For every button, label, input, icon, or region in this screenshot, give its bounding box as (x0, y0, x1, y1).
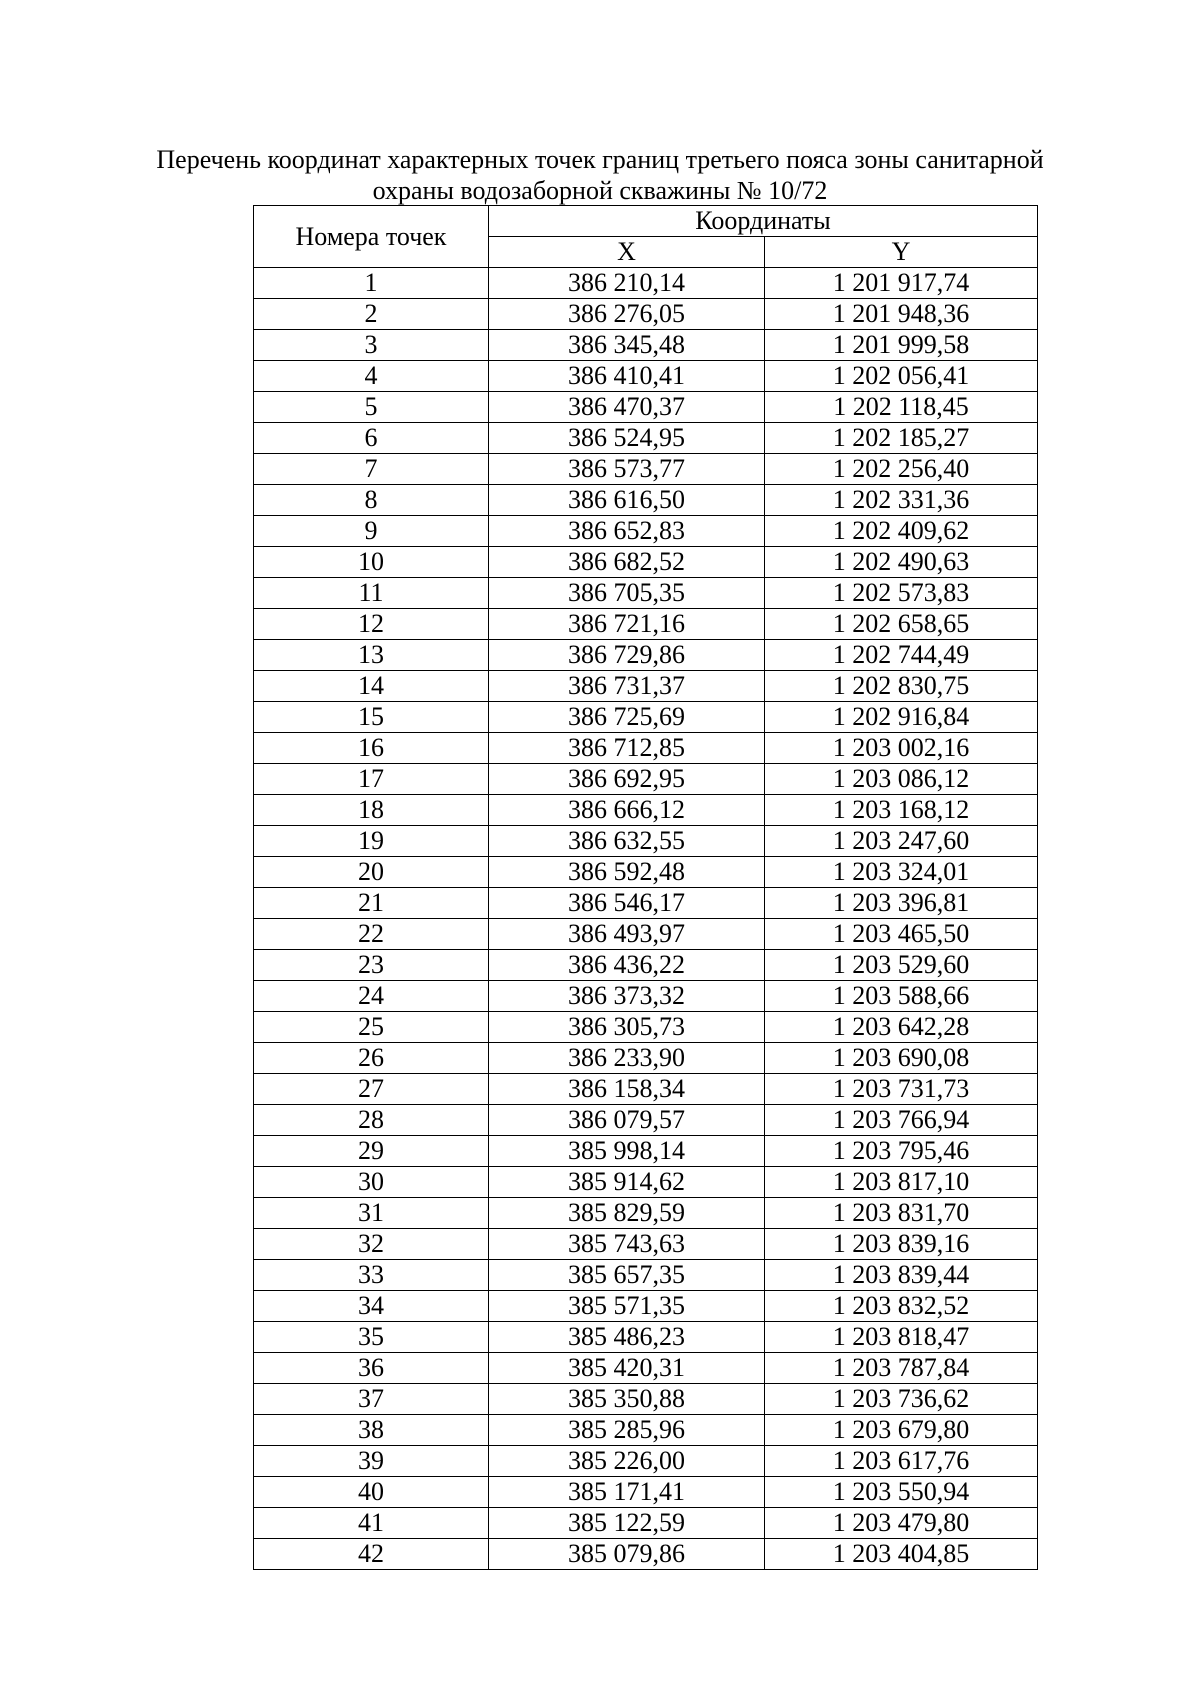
table-row (254, 981, 1038, 1012)
y-coordinate-cell: 1 203 588,66 (765, 981, 1038, 1012)
x-coordinate-cell: 386 079,57 (489, 1105, 765, 1136)
x-coordinate-cell: 386 731,37 (489, 671, 765, 702)
y-coordinate-cell: 1 201 917,74 (765, 268, 1038, 299)
table-row (254, 640, 1038, 671)
x-coordinate-cell: 385 226,00 (489, 1446, 765, 1477)
point-number-cell: 15 (254, 702, 489, 733)
point-number-cell: 26 (254, 1043, 489, 1074)
point-number-cell: 41 (254, 1508, 489, 1539)
x-coordinate-cell: 386 652,83 (489, 516, 765, 547)
x-coordinate-cell: 385 743,63 (489, 1229, 765, 1260)
x-coordinate-cell: 386 573,77 (489, 454, 765, 485)
y-coordinate-cell: 1 203 690,08 (765, 1043, 1038, 1074)
y-coordinate-cell: 1 202 916,84 (765, 702, 1038, 733)
table-row (254, 919, 1038, 950)
y-coordinate-cell: 1 203 465,50 (765, 919, 1038, 950)
y-coordinate-cell: 1 203 839,44 (765, 1260, 1038, 1291)
point-number-cell: 40 (254, 1477, 489, 1508)
x-coordinate-cell: 386 524,95 (489, 423, 765, 454)
point-number-cell: 39 (254, 1446, 489, 1477)
point-number-cell: 20 (254, 857, 489, 888)
y-coordinate-cell: 1 202 118,45 (765, 392, 1038, 423)
point-number-cell: 30 (254, 1167, 489, 1198)
table-row (254, 1384, 1038, 1415)
x-coordinate-cell: 386 616,50 (489, 485, 765, 516)
table-row (254, 609, 1038, 640)
y-coordinate-cell: 1 202 573,83 (765, 578, 1038, 609)
point-number-cell: 25 (254, 1012, 489, 1043)
y-coordinate-cell: 1 203 832,52 (765, 1291, 1038, 1322)
table-row (254, 485, 1038, 516)
y-coordinate-cell: 1 203 479,80 (765, 1508, 1038, 1539)
x-coordinate-cell: 386 436,22 (489, 950, 765, 981)
table-row (254, 578, 1038, 609)
point-number-cell: 9 (254, 516, 489, 547)
point-number-cell: 12 (254, 609, 489, 640)
y-coordinate-cell: 1 202 490,63 (765, 547, 1038, 578)
x-coordinate-cell: 386 725,69 (489, 702, 765, 733)
point-number-cell: 2 (254, 299, 489, 330)
header-row-top (254, 206, 1038, 237)
point-number-cell: 27 (254, 1074, 489, 1105)
y-coordinate-cell: 1 203 404,85 (765, 1539, 1038, 1570)
point-number-cell: 3 (254, 330, 489, 361)
x-coordinate-cell: 386 692,95 (489, 764, 765, 795)
table-row (254, 1322, 1038, 1353)
x-coordinate-cell: 385 829,59 (489, 1198, 765, 1229)
table-row (254, 857, 1038, 888)
y-coordinate-cell: 1 201 948,36 (765, 299, 1038, 330)
x-coordinate-cell: 386 721,16 (489, 609, 765, 640)
x-coordinate-cell: 386 158,34 (489, 1074, 765, 1105)
table-row (254, 361, 1038, 392)
x-coordinate-cell: 385 420,31 (489, 1353, 765, 1384)
table-row (254, 547, 1038, 578)
table-row (254, 1198, 1038, 1229)
table-row (254, 1229, 1038, 1260)
table-row (254, 950, 1038, 981)
table-row (254, 1167, 1038, 1198)
point-number-cell: 17 (254, 764, 489, 795)
point-number-cell: 6 (254, 423, 489, 454)
y-coordinate-cell: 1 201 999,58 (765, 330, 1038, 361)
x-coordinate-cell: 385 285,96 (489, 1415, 765, 1446)
y-coordinate-cell: 1 203 002,16 (765, 733, 1038, 764)
x-coordinate-cell: 386 546,17 (489, 888, 765, 919)
point-number-cell: 22 (254, 919, 489, 950)
table-row (254, 764, 1038, 795)
table-row (254, 1043, 1038, 1074)
header-points: Номера точек (254, 206, 489, 268)
coordinates-table (253, 205, 1038, 1570)
y-coordinate-cell: 1 202 744,49 (765, 640, 1038, 671)
point-number-cell: 35 (254, 1322, 489, 1353)
x-coordinate-cell: 386 632,55 (489, 826, 765, 857)
y-coordinate-cell: 1 202 185,27 (765, 423, 1038, 454)
x-coordinate-cell: 385 350,88 (489, 1384, 765, 1415)
table-row (254, 330, 1038, 361)
x-coordinate-cell: 386 666,12 (489, 795, 765, 826)
point-number-cell: 37 (254, 1384, 489, 1415)
x-coordinate-cell: 386 470,37 (489, 392, 765, 423)
point-number-cell: 19 (254, 826, 489, 857)
x-coordinate-cell: 386 345,48 (489, 330, 765, 361)
point-number-cell: 33 (254, 1260, 489, 1291)
point-number-cell: 8 (254, 485, 489, 516)
x-coordinate-cell: 385 914,62 (489, 1167, 765, 1198)
point-number-cell: 14 (254, 671, 489, 702)
table-row (254, 671, 1038, 702)
table-body (254, 268, 1038, 1570)
y-coordinate-cell: 1 203 795,46 (765, 1136, 1038, 1167)
x-coordinate-cell: 386 410,41 (489, 361, 765, 392)
x-coordinate-cell: 385 122,59 (489, 1508, 765, 1539)
point-number-cell: 34 (254, 1291, 489, 1322)
x-coordinate-cell: 385 571,35 (489, 1291, 765, 1322)
x-coordinate-cell: 386 210,14 (489, 268, 765, 299)
table-row (254, 702, 1038, 733)
point-number-cell: 4 (254, 361, 489, 392)
y-coordinate-cell: 1 203 617,76 (765, 1446, 1038, 1477)
x-coordinate-cell: 385 657,35 (489, 1260, 765, 1291)
y-coordinate-cell: 1 203 168,12 (765, 795, 1038, 826)
point-number-cell: 21 (254, 888, 489, 919)
y-coordinate-cell: 1 202 256,40 (765, 454, 1038, 485)
point-number-cell: 13 (254, 640, 489, 671)
table-row (254, 1074, 1038, 1105)
x-coordinate-cell: 385 486,23 (489, 1322, 765, 1353)
table-row (254, 795, 1038, 826)
x-coordinate-cell: 386 373,32 (489, 981, 765, 1012)
point-number-cell: 24 (254, 981, 489, 1012)
table-row (254, 1415, 1038, 1446)
table-row (254, 1353, 1038, 1384)
title-line-2: охраны водозаборной скважины № 10/72 (372, 176, 828, 205)
y-coordinate-cell: 1 203 396,81 (765, 888, 1038, 919)
point-number-cell: 11 (254, 578, 489, 609)
point-number-cell: 7 (254, 454, 489, 485)
point-number-cell: 23 (254, 950, 489, 981)
y-coordinate-cell: 1 203 736,62 (765, 1384, 1038, 1415)
y-coordinate-cell: 1 203 247,60 (765, 826, 1038, 857)
table-row (254, 1539, 1038, 1570)
table-row (254, 1260, 1038, 1291)
table-row (254, 1136, 1038, 1167)
y-coordinate-cell: 1 203 766,94 (765, 1105, 1038, 1136)
header-y: Y (765, 237, 1038, 268)
x-coordinate-cell: 385 171,41 (489, 1477, 765, 1508)
y-coordinate-cell: 1 202 830,75 (765, 671, 1038, 702)
y-coordinate-cell: 1 203 818,47 (765, 1322, 1038, 1353)
point-number-cell: 29 (254, 1136, 489, 1167)
x-coordinate-cell: 386 233,90 (489, 1043, 765, 1074)
table-row (254, 454, 1038, 485)
x-coordinate-cell: 386 705,35 (489, 578, 765, 609)
point-number-cell: 5 (254, 392, 489, 423)
y-coordinate-cell: 1 203 529,60 (765, 950, 1038, 981)
x-coordinate-cell: 386 493,97 (489, 919, 765, 950)
y-coordinate-cell: 1 203 817,10 (765, 1167, 1038, 1198)
point-number-cell: 1 (254, 268, 489, 299)
x-coordinate-cell: 386 592,48 (489, 857, 765, 888)
point-number-cell: 31 (254, 1198, 489, 1229)
x-coordinate-cell: 386 682,52 (489, 547, 765, 578)
table-row (254, 423, 1038, 454)
x-coordinate-cell: 386 712,85 (489, 733, 765, 764)
table-row (254, 1291, 1038, 1322)
point-number-cell: 16 (254, 733, 489, 764)
table-row (254, 1477, 1038, 1508)
x-coordinate-cell: 386 305,73 (489, 1012, 765, 1043)
header-x: X (489, 237, 765, 268)
document-title (150, 144, 1050, 206)
point-number-cell: 18 (254, 795, 489, 826)
x-coordinate-cell: 386 729,86 (489, 640, 765, 671)
table-row (254, 1446, 1038, 1477)
y-coordinate-cell: 1 203 787,84 (765, 1353, 1038, 1384)
table-row (254, 888, 1038, 919)
x-coordinate-cell: 385 079,86 (489, 1539, 765, 1570)
header-coordinates: Координаты (489, 206, 1038, 237)
table-row (254, 1508, 1038, 1539)
y-coordinate-cell: 1 203 831,70 (765, 1198, 1038, 1229)
x-coordinate-cell: 385 998,14 (489, 1136, 765, 1167)
table-row (254, 1012, 1038, 1043)
table-row (254, 516, 1038, 547)
point-number-cell: 42 (254, 1539, 489, 1570)
table-row (254, 733, 1038, 764)
y-coordinate-cell: 1 203 550,94 (765, 1477, 1038, 1508)
point-number-cell: 32 (254, 1229, 489, 1260)
table-row (254, 1105, 1038, 1136)
table-row (254, 299, 1038, 330)
point-number-cell: 36 (254, 1353, 489, 1384)
y-coordinate-cell: 1 203 679,80 (765, 1415, 1038, 1446)
y-coordinate-cell: 1 202 056,41 (765, 361, 1038, 392)
y-coordinate-cell: 1 202 658,65 (765, 609, 1038, 640)
y-coordinate-cell: 1 203 839,16 (765, 1229, 1038, 1260)
y-coordinate-cell: 1 203 642,28 (765, 1012, 1038, 1043)
point-number-cell: 28 (254, 1105, 489, 1136)
y-coordinate-cell: 1 203 086,12 (765, 764, 1038, 795)
y-coordinate-cell: 1 202 331,36 (765, 485, 1038, 516)
table-row (254, 392, 1038, 423)
table-row (254, 268, 1038, 299)
point-number-cell: 38 (254, 1415, 489, 1446)
point-number-cell: 10 (254, 547, 489, 578)
y-coordinate-cell: 1 202 409,62 (765, 516, 1038, 547)
table-header (254, 206, 1038, 268)
y-coordinate-cell: 1 203 324,01 (765, 857, 1038, 888)
x-coordinate-cell: 386 276,05 (489, 299, 765, 330)
y-coordinate-cell: 1 203 731,73 (765, 1074, 1038, 1105)
table-row (254, 826, 1038, 857)
title-line-1: Перечень координат характерных точек границ третьего пояса зоны санитарной (156, 145, 1044, 174)
